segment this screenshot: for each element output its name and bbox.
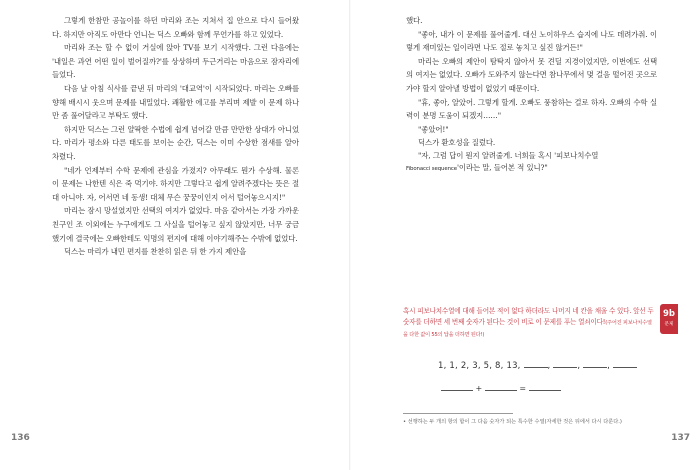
paragraph: 마리는 잠시 망설였지만 선택의 여지가 없었다. 마음 같아서는 가장 가까운 친구인 조 이외에는 누구에게도 그 사실을 털어놓고 싶지 않았지만, 너무 궁금했기에 결국에는 오빠한테도 익명의 편지에 대해 이야기해주는 수밖에 없었다. (52, 206, 299, 243)
sequence-terms: 1, 1, 2, 3, 5, 8, 13, (438, 361, 521, 371)
paragraph: "자, 그럼 답이 뭔지 알려줄게. 너희들 혹시 '피보나치수열 (418, 150, 599, 160)
paragraph: "좋았어!" (418, 124, 449, 134)
answer-blank[interactable] (524, 359, 548, 368)
paragraph: 딕스가 환호성을 질렀다. (418, 138, 496, 148)
problem-statement (403, 306, 655, 341)
paragraph (406, 161, 657, 177)
footnote-text: • 선행하는 두 개의 항의 합이 그 다음 숫자가 되는 특수한 수열 (403, 419, 545, 425)
equation-blank[interactable] (441, 382, 473, 391)
right-page (350, 0, 700, 470)
sum-equation (441, 382, 641, 393)
equation-blank[interactable] (485, 382, 517, 391)
fibonacci-sequence: 1, 1, 2, 3, 5, 8, 13, , , , (438, 359, 658, 371)
left-page-text (52, 14, 299, 259)
paragraph: "좋아, 내가 이 문제를 풀어줄게. 대신 노이하우스 습지에 나도 데려가줘. 이렇게 재미있는 일이라면 나도 절로 놓치고 싶진 않거든!" (406, 29, 657, 53)
problem-hint: (주어진 피보나치수열을 다한 값이 55의 답을 더하면 된다!) (403, 320, 652, 338)
paragraph: 했다. (406, 16, 423, 25)
paragraph-ending: '이라는 말, 들어본 적 있니?" (456, 162, 548, 172)
fibonacci-term-english: Fibonacci sequence (406, 165, 457, 172)
footnote-divider (403, 413, 513, 414)
paragraph: 마리는 오빠의 제안이 탐탁지 않아서 못 견딜 지경이었지만, 이번에도 선택의 여지는 없었다. 오빠가 도와주지 않는다면 참나무에서 몇 걸음 떨어진 곳으로 가야 할지 알아낼 방법이 없었기 때문이다. (406, 56, 657, 93)
footnote-note: (자세한 것은 뒤에서 다시 다룬다.) (544, 419, 622, 425)
paragraph: "휴, 좋아, 알았어. 그렇게 할게. 오빠도 풍참하는 걸로 하자. 오빠의 수학 실력이 분명 도움이 되겠지……" (406, 97, 657, 121)
page-number-left: 136 (11, 433, 30, 443)
paragraph: 마리와 조는 할 수 없이 거실에 앉아 TV를 보기 시작했다. 그런 다음에는 '내일은 과연 어떤 일이 벌어질까?'를 상상하며 두근거리는 마음으로 잠자리에 들었다. (52, 43, 299, 80)
paragraph: 하지만 딕스는 그런 얄팍한 수법에 쉽게 넘어갈 만큼 만만한 상대가 아니었다. 마리가 평소와 다른 태도를 보이는 순간, 딕스는 이미 수상한 점새를 알아차렸다. (52, 124, 299, 161)
page-number-right: 137 (671, 433, 690, 443)
problem-badge-label: 문제 (664, 322, 674, 327)
problem-badge-number: 9b (663, 309, 675, 319)
right-page-text (406, 14, 657, 177)
paragraph: 다음 날 아침 식사를 끝낸 뒤 마리의 '대교역'이 시작되었다. 마리는 오빠를 향해 배시시 웃으며 문제를 내밀었다. 쾌활한 에고를 부리며 제발 이 문제 하나만 좀 풀어달라고 부탁도 했다. (52, 83, 299, 121)
plus-sign: + (475, 384, 483, 393)
footnote (403, 418, 663, 426)
paragraph: "네가 언제부터 수학 문제에 관심을 가졌지? 아무래도 뭔가 수상해. 물론 이 문제는 나한텐 식은 죽 먹기야. 하지만 그렇다고 쉽게 알려주겠다는 뜻은 절대 아니야. 자, 어서면 네 동생! 대체 무슨 꿍꿍이인지 어서 털어놓으시지!" (52, 165, 299, 202)
problem-badge (660, 304, 678, 334)
paragraph: 그렇게 한참만 공놀이를 하던 마리와 조는 지쳐서 집 안으로 다시 들어왔다. 하지만 아직도 아만다 언니는 딕스 오빠와 함께 무언가를 하고 있었다. (52, 16, 299, 39)
problem-text: 혹시 피보나치수열에 대해 들어본 적이 없다 하더라도 나머지 네 칸을 채울 수 있다. 앞선 두 숫자를 더하면 세 번째 숫자가 된다는 것이 비로 이 문제를 푸는 열쇠이다! (403, 307, 654, 326)
answer-blank[interactable] (613, 359, 637, 368)
equation-blank[interactable] (529, 382, 561, 391)
answer-blank[interactable] (553, 359, 577, 368)
paragraph: 딕스는 마리가 내민 편지를 찬찬히 읽은 뒤 한 가지 제안을 (64, 247, 247, 257)
equals-sign: = (519, 384, 527, 393)
answer-blank[interactable] (583, 359, 607, 368)
